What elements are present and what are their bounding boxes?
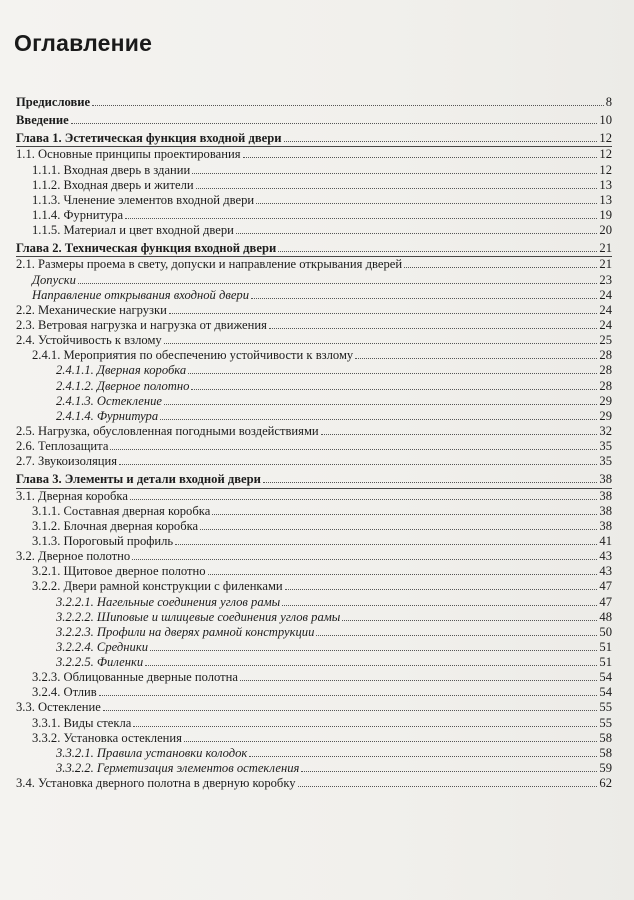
toc-entry[interactable] [16, 394, 612, 409]
toc-entry-title: 2.4.1.2. Дверное полотно [56, 378, 190, 393]
toc-entry[interactable] [16, 241, 612, 257]
toc-entry[interactable] [16, 131, 612, 147]
dot-leader [256, 193, 597, 204]
toc-entry-title: 2.4.1. Мероприятия по обеспечению устойчивости к взлому [32, 348, 354, 363]
toc-entry-title: 3.1.1. Составная дверная коробка [32, 503, 211, 518]
toc-entry-title: 3.2.1. Щитовое дверное полотно [32, 564, 206, 579]
toc-entry[interactable] [16, 489, 612, 504]
dot-leader [99, 685, 598, 696]
toc-entry-page: 48 [599, 609, 612, 624]
toc-entry[interactable] [16, 685, 612, 700]
toc-entry[interactable] [16, 504, 612, 519]
dot-leader [125, 208, 597, 219]
toc-entry-page: 55 [599, 700, 612, 715]
toc-entry[interactable] [16, 379, 612, 394]
toc-entry-page: 43 [599, 564, 612, 579]
toc-entry[interactable] [16, 147, 612, 162]
toc-entry-page: 28 [599, 378, 612, 393]
toc-entry-title: 2.4.1.3. Остекление [56, 393, 162, 408]
toc-entry-title: 1.1.1. Входная дверь в здании [32, 162, 191, 177]
dot-leader [301, 761, 597, 772]
dot-leader [160, 409, 597, 420]
dot-leader [249, 746, 597, 757]
toc-entry-page: 28 [599, 348, 612, 363]
dot-leader [196, 178, 598, 189]
dot-leader [130, 489, 597, 500]
toc-entry[interactable] [16, 257, 612, 272]
dot-leader [285, 579, 598, 590]
toc-entry[interactable] [16, 640, 612, 655]
dot-leader [145, 655, 597, 666]
dot-leader [184, 731, 597, 742]
dot-leader [316, 625, 597, 636]
dot-leader [269, 318, 598, 329]
toc-entry-page: 12 [599, 147, 612, 162]
toc-entry-page: 21 [599, 257, 612, 272]
toc-entry-title: 3.1.2. Блочная дверная коробка [32, 518, 199, 533]
toc-entry-page: 24 [599, 287, 612, 302]
dot-leader [71, 113, 598, 124]
toc-entry-title: 3.4. Установка дверного полотна в дверную коробку [16, 776, 296, 791]
dot-leader [282, 595, 597, 606]
toc-entry-title: 3.2. Дверное полотно [16, 549, 131, 564]
toc-entry-page: 38 [599, 488, 612, 503]
toc-entry[interactable] [16, 610, 612, 625]
toc-entry-title: Направление открывания входной двери [32, 287, 250, 302]
toc-entry-title: 3.3.1. Виды стекла [32, 715, 132, 730]
toc-entry-page: 13 [599, 177, 612, 192]
toc-entry-title: 2.6. Теплозащита [16, 439, 109, 454]
toc-entry[interactable] [16, 776, 612, 791]
toc-entry-page: 47 [599, 579, 612, 594]
toc-entry-title: 3.2.2.4. Средники [56, 639, 149, 654]
toc-entry-title: 3.3.2. Установка остекления [32, 730, 182, 745]
dot-leader [240, 670, 597, 681]
toc-entry[interactable] [16, 761, 612, 776]
toc-entry-page: 54 [599, 670, 612, 685]
dot-leader [355, 348, 597, 359]
toc-entry[interactable] [16, 716, 612, 731]
toc-entry-title: 2.4.1.1. Дверная коробка [56, 363, 187, 378]
toc-entry-page: 47 [599, 594, 612, 609]
toc-entry-page: 43 [599, 549, 612, 564]
toc-entry[interactable] [16, 655, 612, 670]
toc-entry-page: 28 [599, 363, 612, 378]
toc-entry-title: 1.1.2. Входная дверь и жители [32, 177, 194, 192]
toc-entry[interactable] [16, 363, 612, 378]
toc-entry[interactable] [16, 193, 612, 208]
toc-entry-title: 2.4.1.4. Фурнитура [56, 408, 159, 423]
page-title: Оглавление [14, 30, 153, 56]
dot-leader [175, 534, 597, 545]
toc-entry-title: 2.1. Размеры проема в свету, допуски и направление открывания дверей [16, 257, 403, 272]
toc-entry[interactable] [16, 625, 612, 640]
toc-entry-title: Глава 3. Элементы и детали входной двери [16, 472, 261, 487]
toc-entry-page: 59 [599, 761, 612, 776]
dot-leader [119, 454, 597, 465]
toc-entry-page: 55 [599, 715, 612, 730]
toc-entry-title: 1.1. Основные принципы проектирования [16, 147, 241, 162]
dot-leader [92, 95, 604, 106]
toc-entry-page: 10 [599, 113, 612, 128]
dot-leader [110, 439, 597, 450]
toc-entry-title: 2.3. Ветровая нагрузка и нагрузка от движения [16, 317, 267, 332]
toc-entry[interactable] [16, 595, 612, 610]
toc-entry[interactable] [16, 519, 612, 534]
toc-entry-page: 20 [599, 223, 612, 238]
toc-entry-title: 3.2.2.3. Профили на дверях рамной конструкции [56, 624, 315, 639]
dot-leader [132, 549, 597, 560]
toc-entry-page: 24 [599, 317, 612, 332]
dot-leader [78, 273, 597, 284]
dot-leader [164, 394, 597, 405]
toc-entry[interactable] [16, 348, 612, 363]
dot-leader [236, 223, 598, 234]
toc-entry[interactable] [16, 333, 612, 348]
dot-leader [150, 640, 597, 651]
toc-entry-title: 3.1.3. Пороговый профиль [32, 533, 174, 548]
toc-entry-page: 38 [599, 518, 612, 533]
toc-entry-title: 3.2.4. Отлив [32, 685, 97, 700]
toc-entry-page: 8 [605, 95, 612, 109]
toc-entry[interactable] [16, 95, 612, 110]
toc-entry-title: Допуски [32, 272, 76, 287]
dot-leader [212, 504, 597, 515]
toc-entry[interactable] [16, 731, 612, 746]
toc-entry-title: 2.7. Звукоизоляция [16, 454, 118, 469]
toc-entry-title: Введение [16, 113, 69, 128]
toc-entry-title: 3.2.2. Двери рамной конструкции с филенками [32, 579, 283, 594]
toc-entry[interactable] [16, 208, 612, 223]
toc-entry[interactable] [16, 273, 612, 288]
dot-leader [298, 776, 598, 787]
toc-entry-page: 24 [599, 302, 612, 317]
toc-entry-page: 12 [599, 131, 612, 146]
toc-entry[interactable] [16, 579, 612, 594]
toc-entry[interactable] [16, 318, 612, 333]
toc-entry-page: 38 [599, 503, 612, 518]
dot-leader [164, 333, 598, 344]
toc-entry-title: 1.1.4. Фурнитура [32, 207, 124, 222]
toc-entry-title: 3.2.2.5. Филенки [56, 655, 144, 670]
toc-entry[interactable] [16, 700, 612, 715]
toc-entry[interactable] [16, 534, 612, 549]
toc-entry-title: 3.2.2.1. Нагельные соединения углов рамы [56, 594, 281, 609]
dot-leader [342, 610, 597, 621]
toc-entry[interactable] [16, 670, 612, 685]
toc-entry-page: 54 [599, 685, 612, 700]
dot-leader [404, 257, 597, 268]
dot-leader [103, 700, 598, 711]
dot-leader [208, 564, 598, 575]
toc-entry[interactable] [16, 178, 612, 193]
toc-entry[interactable] [16, 424, 612, 439]
toc-entry-page: 35 [599, 439, 612, 454]
toc-entry-title: 2.5. Нагрузка, обусловленная погодными воздействиями [16, 423, 319, 438]
toc-entry-title: 2.2. Механические нагрузки [16, 302, 167, 317]
toc-entry[interactable] [16, 549, 612, 564]
toc-entry-page: 51 [599, 639, 612, 654]
toc-entry-page: 29 [599, 393, 612, 408]
toc-entry-page: 38 [599, 472, 612, 487]
toc-entry[interactable] [16, 746, 612, 761]
toc-entry-page: 35 [599, 454, 612, 469]
toc-entry-page: 21 [599, 241, 612, 256]
toc-entry-title: 3.1. Дверная коробка [16, 488, 128, 503]
toc-entry[interactable] [16, 288, 612, 303]
dot-leader [321, 424, 598, 435]
dot-leader [192, 163, 597, 174]
toc-entry-page: 51 [599, 655, 612, 670]
toc-entry-page: 13 [599, 192, 612, 207]
toc-entry-page: 58 [599, 745, 612, 760]
toc-entry[interactable] [16, 163, 612, 178]
toc-entry[interactable] [16, 454, 612, 469]
toc-entry[interactable] [16, 439, 612, 454]
toc-entry-page: 25 [599, 333, 612, 348]
toc-entry-title: Глава 2. Техническая функция входной двери [16, 241, 277, 256]
toc-entry[interactable] [16, 409, 612, 424]
toc-entry-page: 41 [599, 533, 612, 548]
dot-leader [251, 288, 597, 299]
toc-entry-title: 3.2.3. Облицованные дверные полотна [32, 670, 239, 685]
dot-leader [278, 241, 597, 252]
toc-entry[interactable] [16, 472, 612, 488]
toc-entry-title: Предисловие [16, 95, 91, 109]
toc-entry-title: 3.2.2.2. Шиповые и шлицевые соединения углов рамы [56, 609, 341, 624]
toc-entry-page: 19 [599, 207, 612, 222]
toc-entry-page: 62 [599, 776, 612, 791]
toc-entry[interactable] [16, 303, 612, 318]
toc-entry[interactable] [16, 564, 612, 579]
toc-entry-page: 32 [599, 423, 612, 438]
toc-entry-title: 3.3. Остекление [16, 700, 101, 715]
table-of-contents [16, 95, 612, 791]
dot-leader [169, 303, 598, 314]
toc-entry-title: Глава 1. Эстетическая функция входной двери [16, 131, 282, 146]
toc-entry-page: 12 [599, 162, 612, 177]
dot-leader [284, 131, 598, 142]
dot-leader [243, 147, 598, 158]
toc-entry-page: 29 [599, 408, 612, 423]
dot-leader [200, 519, 597, 530]
toc-entry-title: 1.1.5. Материал и цвет входной двери [32, 223, 234, 238]
toc-entry[interactable] [16, 223, 612, 238]
dot-leader [133, 716, 597, 727]
toc-entry-title: 1.1.3. Членение элементов входной двери [32, 192, 255, 207]
toc-entry-page: 23 [599, 272, 612, 287]
toc-entry[interactable] [16, 113, 612, 128]
toc-entry-title: 2.4. Устойчивость к взлому [16, 333, 162, 348]
dot-leader [188, 363, 597, 374]
dot-leader [191, 379, 597, 390]
dot-leader [263, 472, 598, 483]
toc-entry-title: 3.3.2.2. Герметизация элементов остекления [56, 761, 300, 776]
toc-entry-title: 3.3.2.1. Правила установки колодок [56, 745, 248, 760]
toc-entry-page: 58 [599, 730, 612, 745]
toc-entry-page: 50 [599, 624, 612, 639]
